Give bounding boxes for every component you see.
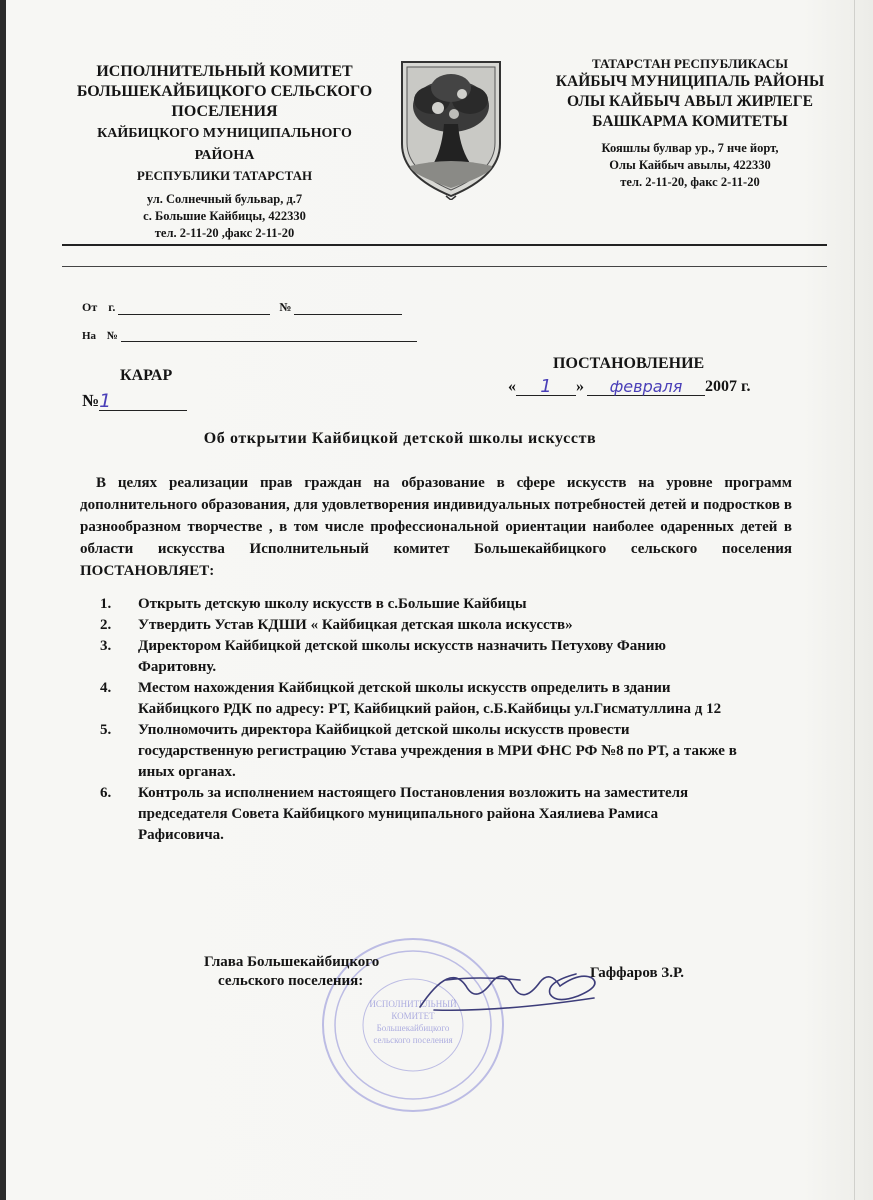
list-item [100,678,740,720]
handwritten-day: 1 [516,378,576,396]
to-line [121,331,417,342]
number-label: № [279,300,292,314]
header-divider [62,244,827,246]
org-name-line: РЕСПУБЛИКИ ТАТАРСТАН [136,168,313,183]
quote-close: » [576,378,584,395]
org-name-line: КАЙБИЦКОГО МУНИЦИПАЛЬНОГО [97,126,352,141]
signature-position [204,953,379,991]
stamp-text: КОМИТЕТ [391,1011,435,1021]
number-prefix: № [82,391,100,410]
item-number: 3. [100,638,112,654]
position-line: сельского поселения: [218,973,364,989]
item-number: 1. [100,596,112,612]
scan-edge-right [854,0,855,1200]
address-line: тел. 2-11-20, факс 2-11-20 [620,175,760,189]
number-line [294,302,402,315]
decision-date [508,378,750,396]
address-block [62,191,387,242]
item-number: 5. [100,722,112,738]
list-item [100,720,740,783]
org-name-line: ТАТАРСТАН РЕСПУБЛИКАСЫ [592,56,788,71]
stamp-text: Большекайбицкого [376,1023,450,1033]
signer-name: Гаффаров З.Р. [590,965,685,981]
address-line: с. Большие Кайбицы, 422330 [143,209,306,223]
from-label: От [82,300,98,314]
document-title: Об открытии Кайбицкой детской школы искусств [203,430,597,447]
stamp-text: сельского поселения [373,1035,453,1045]
address-block [540,140,840,191]
preamble-paragraph: В целях реализации прав граждан на образование в сфере искусств на уровне программ дополнительного образования, для удовлетворения индивидуальных потребностей детей и подростков в разнообразном творчестве , в том числе профессиональной ориентации наиболее одаренных детей в области искусства Исполнительный комитет Большекайбицкого сельского поселения ПОСТАНОВЛЯЕТ: [80,475,792,579]
resolution-list [100,594,740,846]
karar-number [82,391,187,411]
item-text: Утвердить Устав КДШИ « Кайбицкая детская школа искусств» [138,617,573,633]
karar-label: КАРАР [120,367,173,384]
list-item [100,636,740,678]
from-field [82,300,402,315]
quote-open: « [508,378,516,395]
item-text: Директором Кайбицкой детской школы искусств назначить Петухову Фанию Фаритовну. [138,638,667,675]
postanovlenie-label: ПОСТАНОВЛЕНИЕ [553,355,705,372]
scan-edge [0,0,6,1200]
item-text: Местом нахождения Кайбицкой детской школы искусств определить в здании Кайбицкого РДК по адресу: РТ, Кайбицкий район, с.Б.Кайбицы ул.Гисматуллина д 12 [138,680,722,717]
handwritten-month: февраля [587,378,705,396]
item-text: Уполномочить директора Кайбицкой детской школы искусств провести государственную регистрацию Устава учреждения в МРИ ФНС РФ №8 по РТ, а также в иных органах. [138,722,737,780]
org-name-line: БАШКАРМА КОМИТЕТЫ [592,113,788,130]
org-name-line: КАЙБЫЧ МУНИЦИПАЛЬ РАЙОНЫ [555,73,825,90]
list-item [100,594,740,615]
to-field [82,330,417,342]
stamp-text: ИСПОЛНИТЕЛЬНЫЙ [369,999,457,1009]
handwritten-number: 1 [99,392,187,411]
coat-of-arms-icon [396,58,506,200]
header-divider-thin [62,266,827,267]
item-number: 6. [100,785,112,801]
item-number: 4. [100,680,112,696]
list-item [100,615,740,636]
org-name-line: ПОСЕЛЕНИЯ [171,103,278,120]
item-text: Контроль за исполнением настоящего Постановления возложить на заместителя председателя Совета Кайбицкого муниципального района Хаялиева Рамиса Рафисовича. [138,785,689,843]
address-line: Олы Кайбыч авылы, 422330 [609,158,771,172]
handwritten-signature-icon [380,952,610,1022]
to-label: На [82,330,97,342]
to-number-label: № [106,330,118,342]
org-name-line: ИСПОЛНИТЕЛЬНЫЙ КОМИТЕТ [96,63,353,80]
address-line: тел. 2-11-20 ,факс 2-11-20 [154,226,295,240]
org-name-line: РАЙОНА [194,148,255,163]
year-text: 2007 г. [705,378,751,395]
header-russian [62,62,387,242]
position-line: Глава Большекайбицкого [204,954,380,970]
list-item [100,783,740,846]
address-line: ул. Солнечный бульвар, д.7 [146,192,303,206]
org-name-line: ОЛЫ КАЙБЫЧ АВЫЛ ЖИРЛЕГЕ [567,93,813,110]
item-text: Открыть детскую школу искусств в с.Большие Кайбицы [138,596,527,612]
year-label: г. [108,300,116,314]
address-line: Кояшлы булвар ур., 7 нче йорт, [601,141,779,155]
org-name-line: БОЛЬШЕКАЙБИЦКОГО СЕЛЬСКОГО [76,83,373,100]
date-line [118,302,270,315]
header-tatar [540,55,840,191]
item-number: 2. [100,617,112,633]
